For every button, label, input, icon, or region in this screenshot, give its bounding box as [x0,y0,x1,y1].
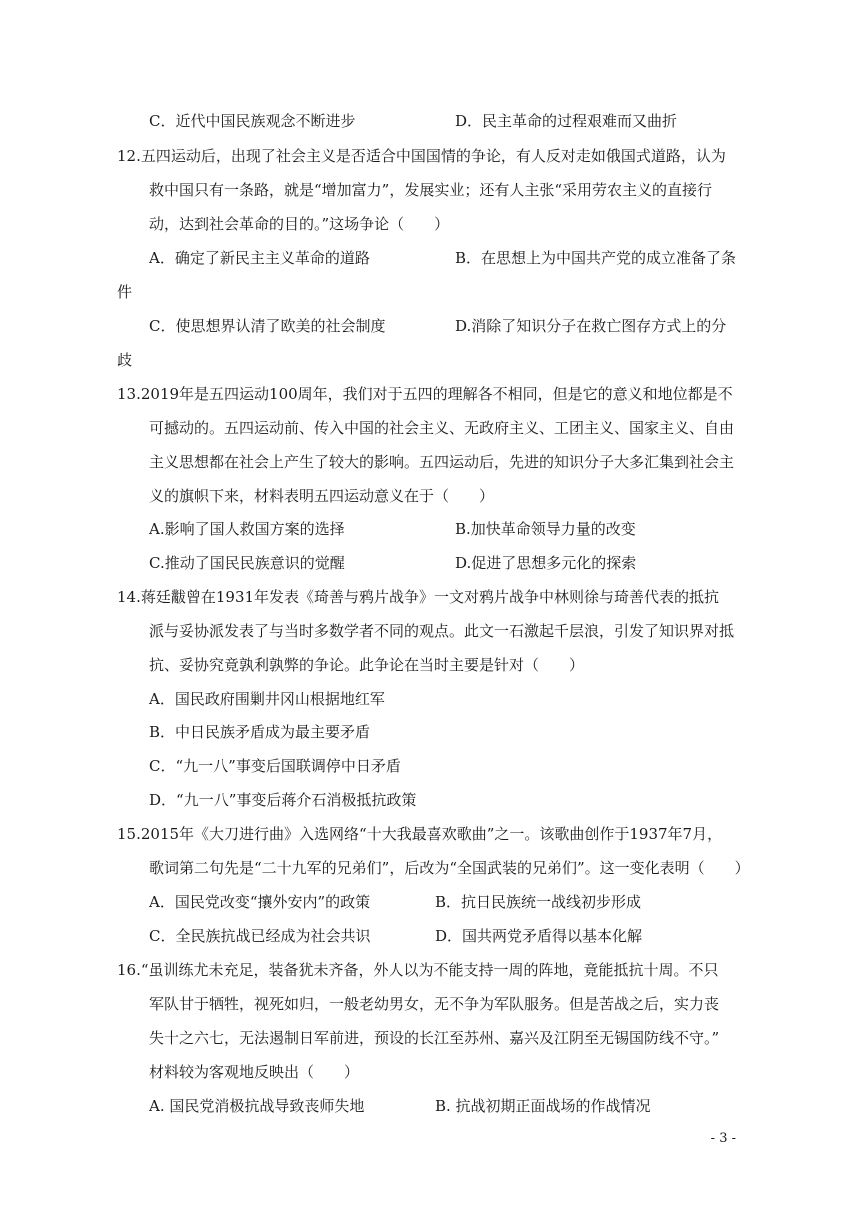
question-13-stem-line4: 义的旗帜下来，材料表明五四运动意义在于（ ） [149,487,495,505]
question-16-stem-line1: 16.“虽训练尤未充足，装备犹未齐备，外人以为不能支持一周的阵地，竟能抵抗十周。不只 [117,961,719,979]
question-12-option-b-wrap: 件 [117,283,133,301]
question-16-option-b: B. 抗战初期正面战场的作战情况 [435,1097,651,1115]
question-16-option-a: A. 国民党消极抗战导致丧师失地 [149,1097,365,1115]
question-13-option-b: B.加快革命领导力量的改变 [455,520,636,538]
question-12-option-c: C．使思想界认清了欧美的社会制度 [149,317,386,335]
question-12-stem-line3: 动，达到社会革命的目的。”这场争论（ ） [149,215,450,233]
question-14-stem-line3: 抗、妥协究竟孰利孰弊的争论。此争论在当时主要是针对（ ） [149,656,585,674]
question-12-option-b: B．在思想上为中国共产党的成立准备了条 [455,249,737,267]
question-13-option-c: C.推动了国民民族意识的觉醒 [149,554,345,572]
question-12-stem-line1: 12.五四运动后，出现了社会主义是否适合中国国情的争论，有人反对走如俄国式道路，认为 [117,147,726,165]
question-15-option-b: B．抗日民族统一战线初步形成 [435,893,642,911]
question-14-option-c: C．“九一八”事变后国联调停中日矛盾 [149,757,401,775]
option-d-prev: D．民主革命的过程艰难而又曲折 [455,112,678,130]
question-12-option-a: A．确定了新民主主义革命的道路 [149,249,370,267]
page-number: - 3 - [710,1131,736,1146]
question-13-stem-line2: 可撼动的。五四运动前、传入中国的社会主义、无政府主义、工团主义、国家主义、自由 [149,419,735,437]
question-12-stem-line2: 救中国只有一条路，就是“增加富力”，发展实业；还有人主张“采用劳农主义的直接行 [149,181,713,199]
question-13-option-d: D.促进了思想多元化的探索 [455,554,637,572]
question-15-stem-line2: 歌词第二句先是“二十九军的兄弟们”，后改为“全国武装的兄弟们”。这一变化表明（ ） [149,859,750,877]
question-12-option-d: D.消除了知识分子在救亡图存方式上的分 [455,317,727,335]
question-15-option-a: A．国民党改变“攘外安内”的政策 [149,893,371,911]
question-15-option-d: D．国共两党矛盾得以基本化解 [435,927,643,945]
question-13-stem-line1: 13.2019年是五四运动100周年，我们对于五四的理解各不相同，但是它的意义和地位都是不 [117,385,733,403]
question-14-option-d: D．“九一八”事变后蒋介石消极抵抗政策 [149,791,417,809]
question-14-option-a: A．国民政府围剿井冈山根据地红军 [149,690,385,708]
question-16-stem-line4: 材料较为客观地反映出（ ） [149,1063,360,1081]
question-13-option-a: A.影响了国人救国方案的选择 [149,520,345,538]
option-c-prev: C．近代中国民族观念不断进步 [149,112,356,130]
question-16-stem-line2: 军队甘于牺牲，视死如归，一般老幼男女，无不争为军队服务。但是苦战之后，实力丧 [149,995,720,1013]
question-16-stem-line3: 失十之六七，无法遏制日军前进，预设的长江至苏州、嘉兴及江阴至无锡国防线不守。” [149,1029,720,1047]
question-14-stem-line2: 派与妥协派发表了与当时多数学者不同的观点。此文一石激起千层浪，引发了知识界对抵 [149,622,735,640]
question-15-option-c: C．全民族抗战已经成为社会共识 [149,927,371,945]
question-13-stem-line3: 主义思想都在社会上产生了较大的影响。五四运动后，先进的知识分子大多汇集到社会主 [149,453,735,471]
question-15-stem-line1: 15.2015年《大刀进行曲》入选网络“十大我最喜欢歌曲”之一。该歌曲创作于1937年7月， [117,825,723,843]
question-12-option-d-wrap: 歧 [117,351,133,369]
question-14-stem-line1: 14.蒋廷黻曾在1931年发表《琦善与鸦片战争》一文对鸦片战争中林则徐与琦善代表的抵抗 [117,588,720,606]
question-14-option-b: B．中日民族矛盾成为最主要矛盾 [149,723,371,741]
